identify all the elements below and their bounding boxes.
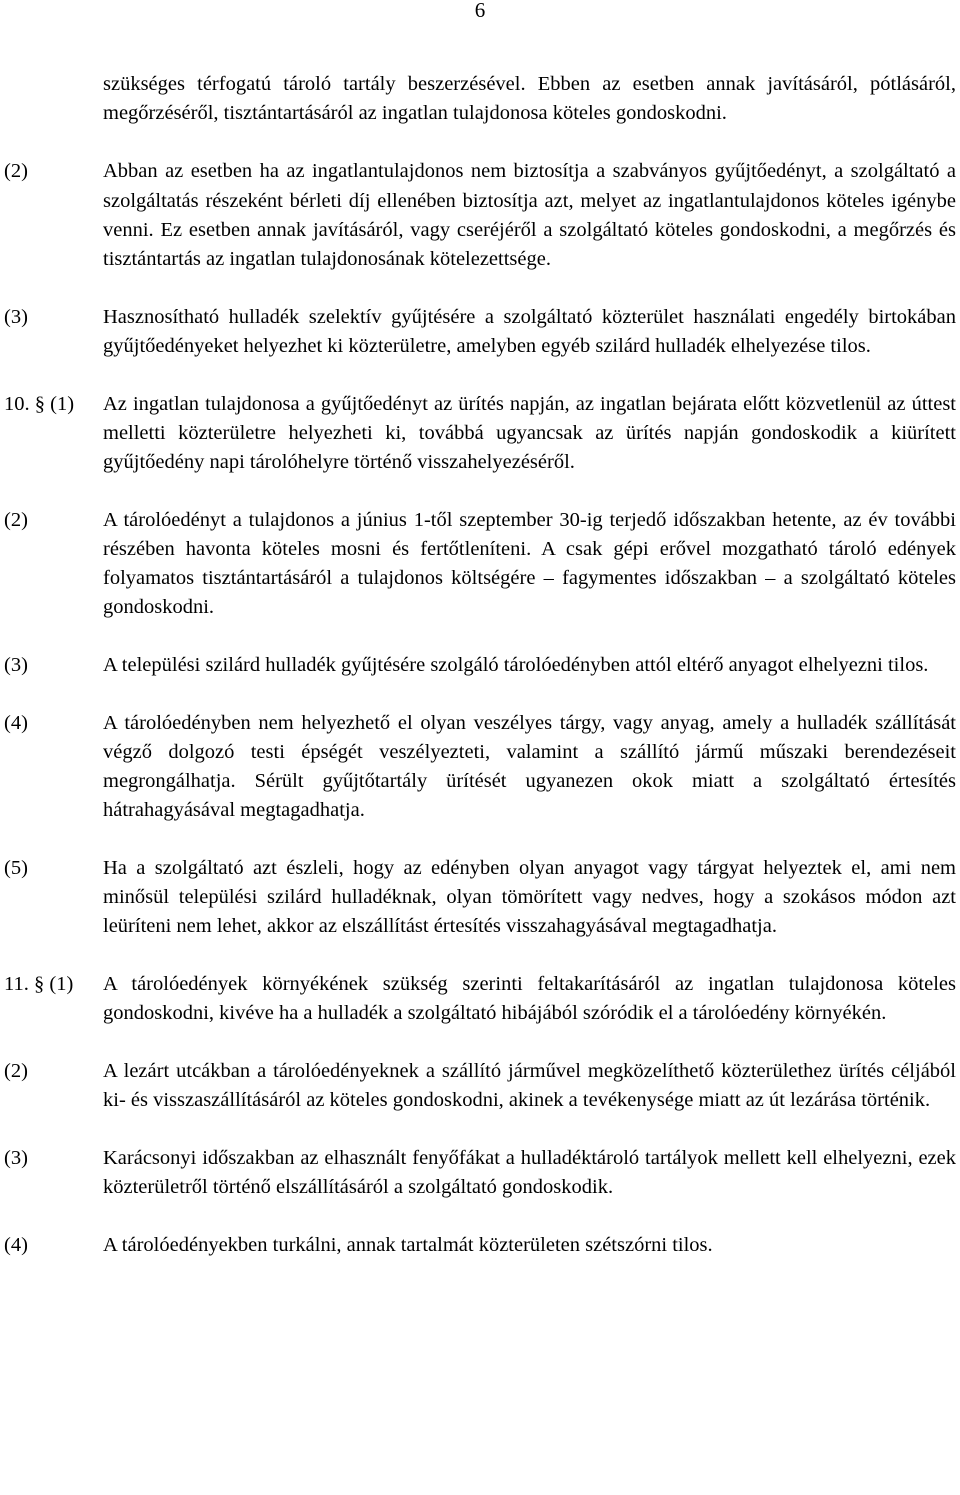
paragraph-continuation bbox=[0, 70, 960, 128]
paragraph-11-4 bbox=[0, 1231, 960, 1260]
paragraph-text: Abban az esetben ha az ingatlantulajdonos nem biztosítja a szabványos gyűjtőedényt, a szolgáltató a szolgáltatás részeként bérleti díj ellenében biztosítja azt, melyet az ingatlantulajdonos köteles igénybe venni. Ez esetben annak javításáról, vagy cseréjéről a szolgáltató köteles gondoskodni, a megőrzés és tisztántartás az ingatlan tulajdonosának kötelezettsége. bbox=[103, 160, 956, 271]
paragraph-9-2 bbox=[0, 157, 960, 274]
paragraph-text: szükséges térfogatú tároló tartály beszerzésével. Ebben az esetben annak javításáról, pótlásáról, megőrzéséről, tisztántartásáról az ingatlan tulajdonosa köteles gondoskodni. bbox=[103, 73, 956, 125]
paragraph-marker: (3) bbox=[4, 1146, 28, 1169]
paragraph-marker: (4) bbox=[4, 711, 28, 734]
paragraph-text: A tárolóedények környékének szükség szerinti feltakarításáról az ingatlan tulajdonosa köteles gondoskodni, kivéve ha a hulladék a szolgáltató hibájából szóródik el a tárolóedény környékén. bbox=[103, 973, 956, 1025]
paragraph-text: A tárolóedényekben turkálni, annak tartalmát közterületen szétszórni tilos. bbox=[103, 1233, 713, 1256]
paragraph-text: A tárolóedényben nem helyezhető el olyan veszélyes tárgy, vagy anyag, amely a hulladék szállítását végző dolgozó testi épségét veszélyezteti, valamint a szállító jármű műszaki berendezéseit megrongálhatja. Sérült gyűjtőtartály ürítését ugyanezen okok miatt a szolgáltató értesítés hátrahagyásával megtagadhatja. bbox=[103, 711, 956, 822]
paragraph-marker: (2) bbox=[4, 508, 28, 531]
section-marker: 10. § (1) bbox=[4, 392, 75, 415]
paragraph-marker: (2) bbox=[4, 160, 28, 183]
paragraph-marker: (4) bbox=[4, 1233, 28, 1256]
paragraph-text: A lezárt utcákban a tárolóedényeknek a szállító járművel megközelíthető közterülethez ürítés céljából ki- és visszaszállításáról az köteles gondoskodni, akinek a tevékenysége miatt az út lezárása történik. bbox=[103, 1060, 956, 1112]
paragraph-10-5 bbox=[0, 854, 960, 942]
paragraph-marker: (3) bbox=[4, 654, 28, 677]
paragraph-marker: (3) bbox=[4, 305, 28, 328]
paragraph-text: Ha a szolgáltató azt észleli, hogy az edényben olyan anyagot vagy tárgyat helyeztek el, ami nem minősül települési szilárd hulladéknak, olyan tömörített vagy nedves, hogy a szokásos módon azt leüríteni nem lehet, akkor az elszállítást értesítés visszahagyásával megtagadhatja. bbox=[103, 857, 956, 938]
paragraph-marker: (5) bbox=[4, 857, 28, 880]
paragraph-text: Karácsonyi időszakban az elhasznált fenyőfákat a hulladéktároló tartályok mellett kell elhelyezni, ezek közterületről történő elszállításáról a szolgáltató gondoskodik. bbox=[103, 1146, 956, 1199]
paragraph-marker: (2) bbox=[4, 1060, 28, 1083]
paragraph-11-1 bbox=[0, 970, 960, 1028]
paragraph-text: Hasznosítható hulladék szelektív gyűjtésére a szolgáltató közterület használati engedély birtokában gyűjtőedényeket helyezhet ki közterületre, amelyben egyéb szilárd hulladék elhelyezése tilos. bbox=[103, 305, 956, 357]
paragraph-text: A tárolóedényt a tulajdonos a június 1-től szeptember 30-ig terjedő időszakban hetente, az év további részében havonta köteles mosni és fertőtleníteni. A csak gépi erővel mozgatható tároló edények folyamatos tisztántartásáról a tulajdonos költségére – fagymentes időszakban – a szolgáltató köteles gondoskodni. bbox=[103, 508, 956, 619]
paragraph-10-3 bbox=[0, 651, 960, 680]
paragraph-10-2 bbox=[0, 506, 960, 623]
paragraph-text: Az ingatlan tulajdonosa a gyűjtőedényt az ürítés napján, az ingatlan bejárata előtt közvetlenül az úttest melletti közterületre helyezheti ki, továbbá ugyancsak az ürítés napján gondoskodik a kiürített gyűjtőedény napi tárolóhelyre történő visszahelyezéséről. bbox=[103, 392, 956, 474]
paragraph-9-3 bbox=[0, 303, 960, 361]
paragraph-11-3 bbox=[0, 1144, 960, 1202]
paragraph-11-2 bbox=[0, 1057, 960, 1115]
section-marker: 11. § (1) bbox=[4, 973, 74, 996]
paragraph-text: A települési szilárd hulladék gyűjtésére szolgáló tárolóedényben attól eltérő anyagot elhelyezni tilos. bbox=[103, 654, 929, 677]
page-number: 6 bbox=[474, 0, 486, 22]
paragraph-10-1 bbox=[0, 390, 960, 478]
document-body bbox=[0, 70, 960, 1289]
paragraph-10-4 bbox=[0, 709, 960, 826]
